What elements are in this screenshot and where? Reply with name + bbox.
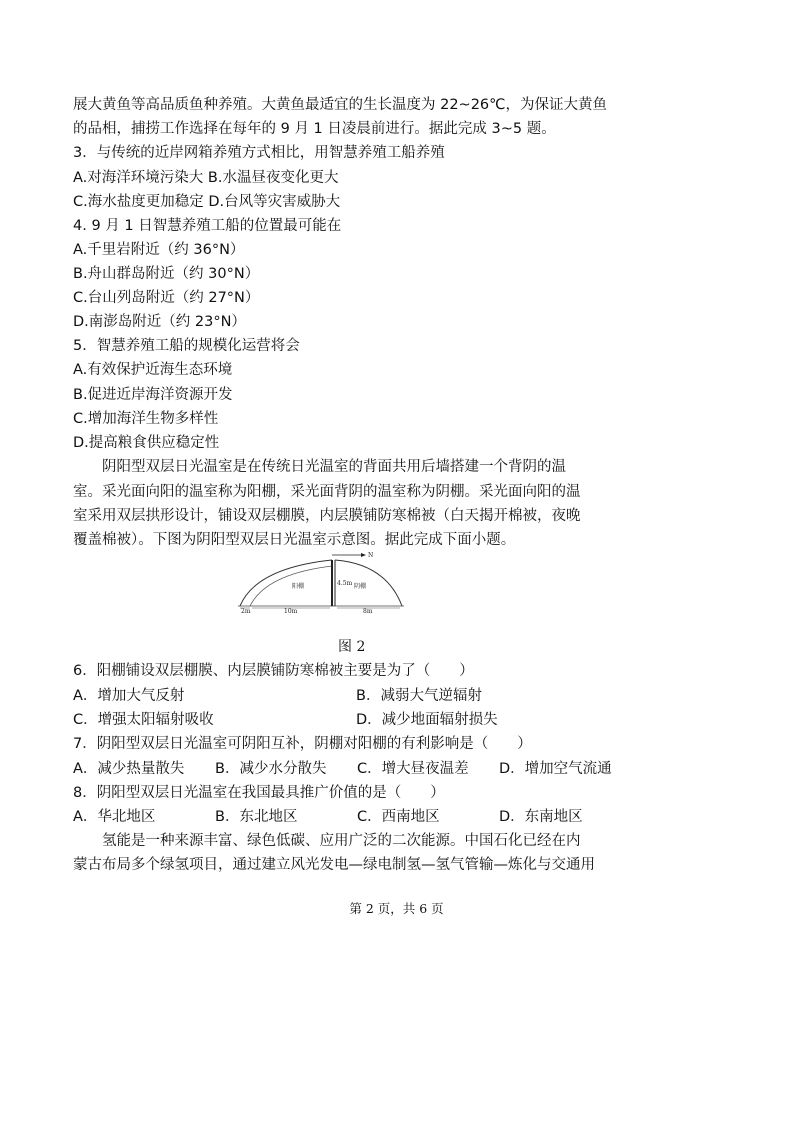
dim-2m-label: 2m	[241, 608, 251, 614]
passage2-line3: 室采用双层拱形设计，铺设双层棚膜，内层膜铺防寒棉被（白天揭开棉被，夜晚	[73, 508, 581, 524]
passage2-line2: 室。采光面向阳的温室称为阳棚，采光面背阴的温室称为阴棚。采光面向阳的温	[73, 484, 581, 500]
q4-option-b: B.舟山群岛附近（约 30°N）	[73, 266, 260, 282]
dim-10m-label: 10m	[284, 608, 298, 614]
q5-option-b: B.促进近岸海洋资源开发	[73, 387, 233, 403]
q5-stem: 5．智慧养殖工船的规模化运营将会	[73, 338, 300, 354]
greenhouse-diagram	[236, 552, 406, 614]
q4-option-d: D.南澎岛附近（约 23°N）	[73, 314, 246, 330]
q3-stem: 3．与传统的近岸网箱养殖方式相比，用智慧养殖工船养殖	[73, 145, 445, 161]
yang-shed-label: 阳棚	[292, 583, 305, 590]
passage3-line2: 蒙古布局多个绿氢项目，通过建立风光发电—绿电制氢—氢气管输—炼化与交通用	[73, 857, 595, 873]
passage2-line1: 阴阳型双层日光温室是在传统日光温室的背面共用后墙搭建一个背阴的温	[102, 459, 566, 475]
q7-option-d: D．增加空气流通	[499, 761, 612, 777]
q8-option-b: B．东北地区	[215, 809, 298, 825]
page-footer: 第 2 页，共 6 页	[349, 901, 444, 916]
passage1-line2: 的品相，捕捞工作选择在每年的 9 月 1 日凌晨前进行。据此完成 3~5 题。	[73, 121, 556, 137]
q4-option-a: A.千里岩附近（约 36°N）	[73, 242, 245, 258]
q6-option-d: D．减少地面辐射损失	[356, 712, 498, 728]
north-arrow-head	[361, 553, 366, 557]
passage3-line1: 氢能是一种来源丰富、绿色低碳、应用广泛的二次能源。中国石化已经在内	[102, 833, 581, 849]
q6-option-b: B．减弱大气逆辐射	[356, 688, 482, 704]
height-label: 4.5m	[337, 580, 353, 587]
q5-option-a: A.有效保护近海生态环境	[73, 362, 233, 378]
q5-option-d: D.提高粮食供应稳定性	[73, 435, 220, 451]
q3-options-row1: A.对海洋环境污染大 B.水温昼夜变化更大	[73, 170, 339, 186]
passage2-line4: 覆盖棉被）。下图为阴阳型双层日光温室示意图。据此完成下面小题。	[73, 532, 516, 548]
q7-stem: 7．阴阳型双层日光温室可阴阳互补，阴棚对阳棚的有利影响是（ ）	[73, 736, 532, 752]
dim-8m-label: 8m	[363, 608, 373, 614]
q8-option-d: D．东南地区	[499, 809, 583, 825]
q5-option-c: C.增加海洋生物多样性	[73, 411, 219, 427]
inner-arch-sunny	[250, 566, 332, 606]
figure-caption: 图 2	[338, 639, 366, 655]
q6-option-c: C．增强太阳辐射吸收	[73, 712, 214, 728]
q7-option-b: B．减少水分散失	[215, 761, 327, 777]
q8-stem: 8．阴阳型双层日光温室在我国最具推广价值的是（ ）	[73, 785, 445, 801]
q8-option-c: C．西南地区	[357, 809, 440, 825]
q6-option-a: A．增加大气反射	[73, 688, 185, 704]
q7-option-a: A．减少热量散失	[73, 761, 185, 777]
passage1-line1: 展大黄鱼等高品质鱼种养殖。大黄鱼最适宜的生长温度为 22~26℃，为保证大黄鱼	[73, 97, 607, 113]
north-label: N	[368, 552, 374, 559]
q3-options-row2: C.海水盐度更加稳定 D.台风等灾害威胁大	[73, 194, 341, 210]
q6-stem: 6．阳棚铺设双层棚膜、内层膜铺防寒棉被主要是为了（ ）	[73, 663, 474, 679]
yin-shed-label: 阴棚	[354, 583, 367, 590]
q8-option-a: A．华北地区	[73, 809, 156, 825]
q7-option-c: C．增大昼夜温差	[357, 761, 469, 777]
q4-option-c: C.台山列岛附近（约 27°N）	[73, 290, 260, 306]
q4-stem: 4. 9 月 1 日智慧养殖工船的位置最可能在	[73, 218, 342, 234]
